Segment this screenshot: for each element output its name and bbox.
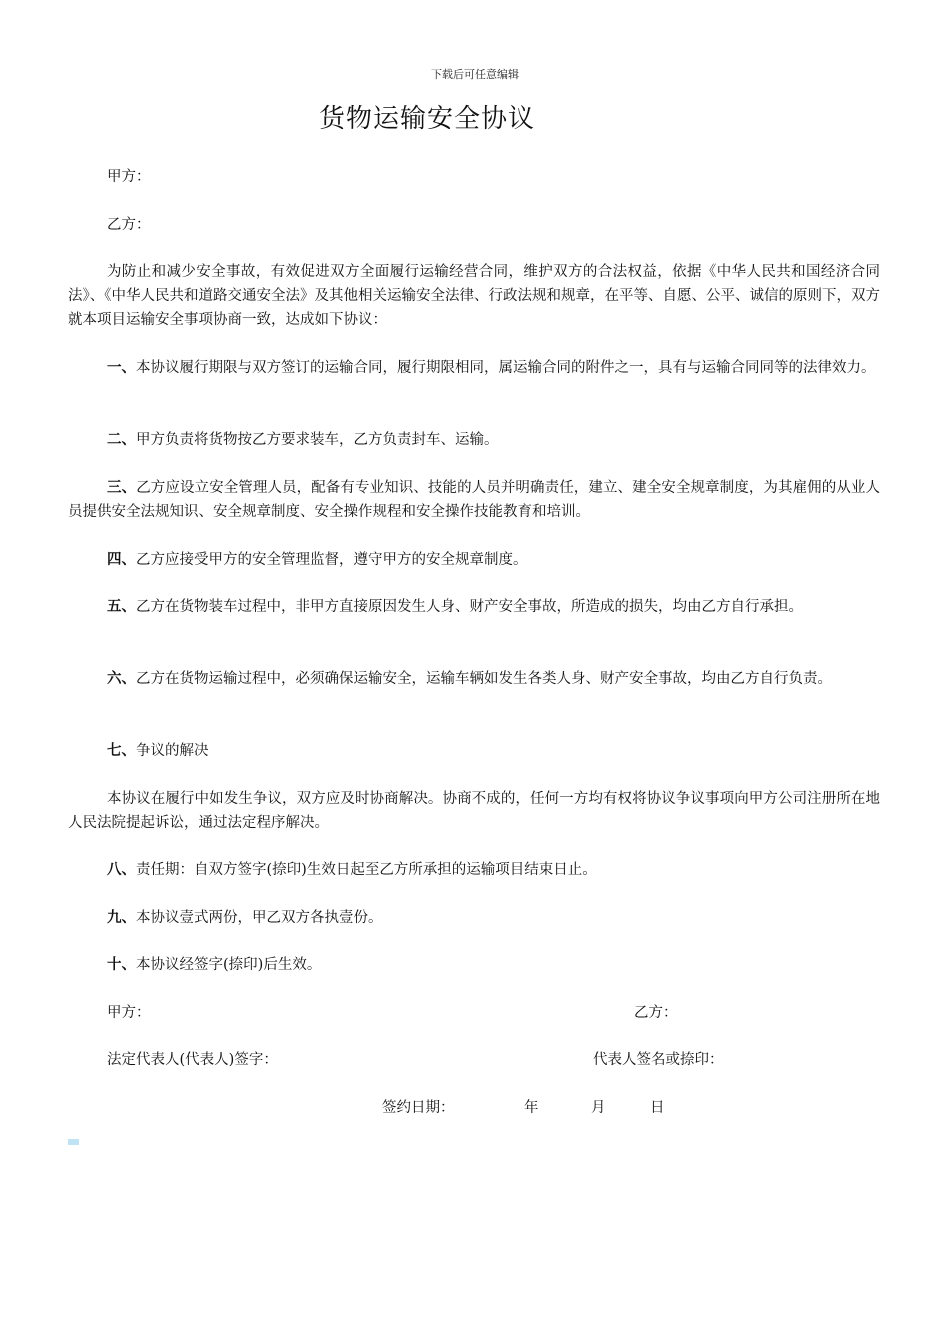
- clause-6: [68, 667, 880, 691]
- clause-3: [68, 476, 880, 524]
- clause-number: 十、: [107, 956, 136, 973]
- clause-number: 四、: [107, 551, 136, 568]
- clause-number: 三、: [107, 479, 137, 496]
- clause-7: [68, 739, 880, 763]
- clause-10: [68, 953, 880, 977]
- clause-number: 八、: [107, 861, 136, 878]
- signing-date-label: 签约日期：: [382, 1100, 455, 1116]
- clause-text: 责任期：自双方签字(捺印)生效日起至乙方所承担的运输项目结束日止。: [136, 862, 597, 878]
- signing-date-month: 月: [591, 1100, 606, 1116]
- clause-9: [68, 906, 880, 930]
- clause-number: 一、: [107, 359, 136, 376]
- signature-legal-rep: 法定代表人(代表人)签字：: [107, 1052, 278, 1068]
- cursor-marker: [68, 1139, 79, 1145]
- header-note: 下载后可任意编辑: [431, 68, 519, 81]
- clause-text: 本协议经签字(捺印)后生效。: [136, 957, 322, 973]
- clause-8: [68, 858, 880, 882]
- signature-party-b: 乙方：: [634, 1005, 678, 1021]
- clause-number: 二、: [107, 431, 136, 448]
- clause-text: 乙方在货物运输过程中，必须确保运输安全，运输车辆如发生各类人身、财产安全事故，均由乙方自行负责。: [136, 671, 832, 687]
- document-title: 货物运输安全协议: [318, 104, 535, 134]
- clause-number: 六、: [107, 670, 136, 687]
- clause-number: 七、: [107, 742, 136, 759]
- clause-number: 五、: [107, 598, 136, 615]
- clause-4: [68, 548, 880, 572]
- signing-date-day: 日: [650, 1100, 665, 1116]
- clause-text: 争议的解决: [136, 743, 209, 759]
- clause-number: 九、: [107, 909, 136, 926]
- signature-party-a: 甲方：: [107, 1005, 151, 1021]
- clause-2: [68, 428, 880, 452]
- clause-text: 甲方负责将货物按乙方要求装车，乙方负责封车、运输。: [136, 432, 499, 448]
- signing-date-year: 年: [524, 1100, 539, 1116]
- preamble-paragraph: 为防止和减少安全事故，有效促进双方全面履行运输经营合同，维护双方的合法权益，依据《中华人民共和国经济合同法》、《中华人民共和道路交通安全法》及其他相关运输安全法律、行政法规和规章，在平等、自愿、公平、诚信的原则下，双方就本项目运输安全事项协商一致，达成如下协议：: [68, 264, 880, 328]
- clause-text: 乙方应设立安全管理人员，配备有专业知识、技能的人员并明确责任，建立、建全安全规章制度，为其雇佣的从业人员提供安全法规知识、安全规章制度、安全操作规程和安全操作技能教育和培训。: [68, 480, 881, 520]
- clause-text: 本协议壹式两份，甲乙双方各执壹份。: [136, 910, 383, 926]
- clause-text: 乙方在货物装车过程中，非甲方直接原因发生人身、财产安全事故，所造成的损失，均由乙方自行承担。: [136, 599, 803, 615]
- party-a-label: 甲方：: [107, 169, 151, 185]
- clause-5: [68, 595, 880, 619]
- clause-1: [68, 356, 880, 380]
- dispute-paragraph: 本协议在履行中如发生争议，双方应及时协商解决。协商不成的，任何一方均有权将协议争议事项向甲方公司注册所在地人民法院提起诉讼，通过法定程序解决。: [68, 791, 880, 831]
- signature-rep-sign: 代表人签名或捺印：: [593, 1052, 724, 1068]
- party-b-label: 乙方：: [107, 217, 151, 233]
- clause-text: 本协议履行期限与双方签订的运输合同，履行期限相同，属运输合同的附件之一，具有与运输合同同等的法律效力。: [136, 360, 876, 376]
- clause-text: 乙方应接受甲方的安全管理监督，遵守甲方的安全规章制度。: [136, 552, 528, 568]
